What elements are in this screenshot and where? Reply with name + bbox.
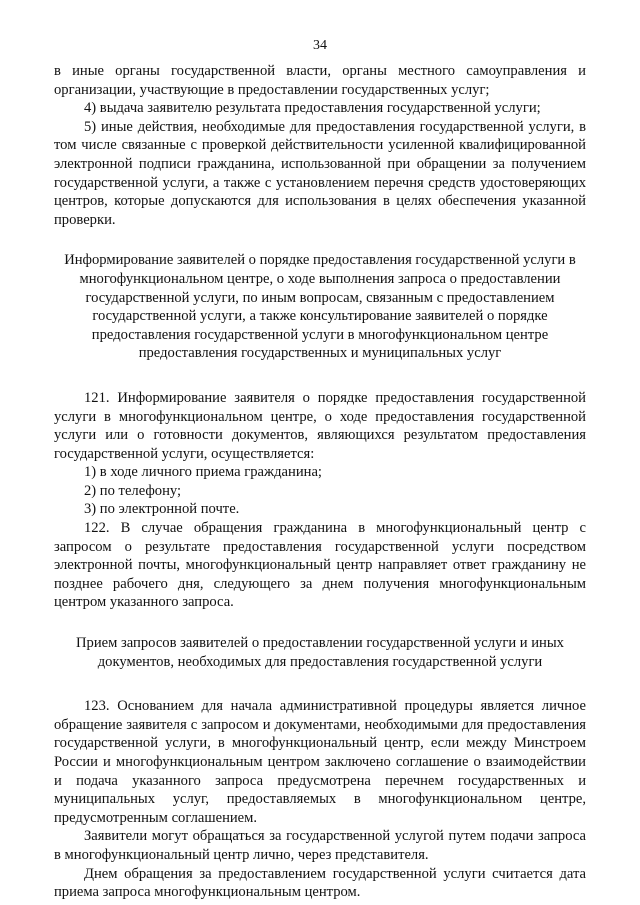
- section-heading-informing: Информирование заявителей о порядке предоставления государственной услуги в многофункциональном центре, о ходе выполнения запроса о предоставлении государственной услуги, по иным вопросам, связанным с предоставлением государственной услуги, а также консультирование заявителей о порядке предоставления государственной услуги в многофункциональном центре предоставления государственных и муниципальных услуг: [64, 252, 576, 362]
- paragraph-121: 121. Информирование заявителя о порядке предоставления государственной услуги в многофункциональном центре, о ходе предоставления государственной услуги или о готовности документов, являющихся результатом предоставления государственной услуги, осуществляется:: [54, 389, 586, 462]
- list-item-121-3: 3) по электронной почте.: [84, 501, 240, 518]
- paragraph-123: 123. Основанием для начала административной процедуры является личное обращение заявителя с запросом и документами, необходимыми для предоставления государственной услуги, в многофункциональный центр, если между Минстроем России и многофункциональным центром заключено соглашение о взаимодействии и подача указанного запроса предусмотрена перечнем государственных и муниципальных услуг, предоставляемых в многофункциональном центре, предусмотренным соглашением.: [54, 698, 586, 826]
- list-item-121-2: 2) по телефону;: [84, 482, 182, 499]
- page-number: 34: [313, 38, 327, 53]
- list-item-5: 5) иные действия, необходимые для предоставления государственной услуги, в том числе связанные с проверкой действительности усиленной квалифицированной электронной подписи гражданина, использованной при обращении за получением государственной услуги, а также с установлением перечня средств удостоверяющих центров, которые допускаются для использования в целях обеспечения указанной проверки.: [54, 118, 586, 228]
- paragraph-applicants: Заявители могут обращаться за государственной услугой путем подачи запроса в многофункциональный центр лично, через представителя.: [54, 828, 586, 863]
- document-body: [54, 62, 586, 902]
- paragraph-request-date: Днем обращения за предоставлением государственной услуги считается дата приема запроса многофункциональным центром.: [54, 865, 586, 901]
- section-heading-requests: Прием запросов заявителей о предоставлении государственной услуги и иных документов, необходимых для предоставления государственной услуги: [76, 635, 564, 670]
- list-item-121-1: 1) в ходе личного приема гражданина;: [84, 464, 322, 481]
- list-item-4: 4) выдача заявителю результата предоставления государственной услуги;: [84, 100, 541, 117]
- paragraph-122: 122. В случае обращения гражданина в многофункциональный центр с запросом о результате предоставления государственной услуги посредством электронной почты, многофункциональный центр направляет ответ гражданину не позднее рабочего дня, следующего за днем получения многофункциональным центром указанного запроса.: [54, 520, 586, 611]
- paragraph-continuation: в иные органы государственной власти, органы местного самоуправления и организации, участвующие в предоставлении государственных услуг;: [54, 63, 586, 98]
